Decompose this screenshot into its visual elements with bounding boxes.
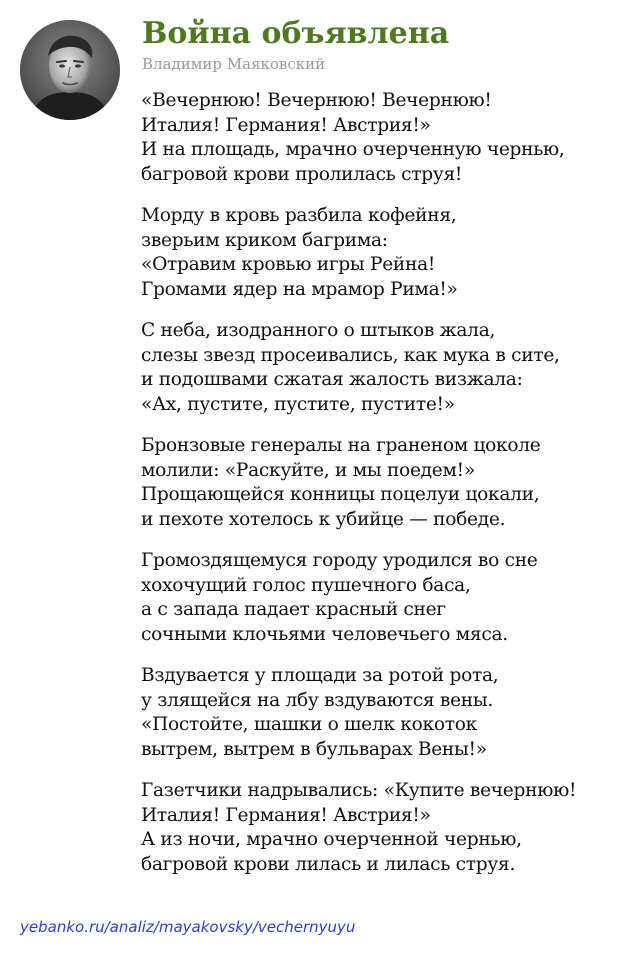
poem-body — [141, 89, 611, 894]
poem-line: Морду в кровь разбила кофейня, — [141, 205, 457, 226]
poem-line: «Отравим кровью игры Рейна! — [141, 254, 436, 275]
stanza-7 — [141, 779, 611, 877]
poem-line: багровой крови пролилась струя! — [141, 163, 463, 185]
stanza-4 — [141, 434, 611, 532]
portrait-image — [20, 20, 120, 120]
poem-line: а с запада падает красный снег — [141, 599, 446, 620]
poem-line: А из ночи, мрачно очерченной чернью, — [141, 829, 522, 850]
poem-line: Вздувается у площади за ротой рота, — [141, 665, 499, 686]
author-portrait — [20, 20, 120, 120]
stanza-1 — [141, 89, 611, 187]
poem-line: Прощающейся конницы поцелуи цокали, — [141, 484, 540, 505]
poem-line: «Вечернюю! Вечернюю! Вечернюю! — [141, 90, 492, 111]
source-link[interactable]: yebanko.ru/analiz/mayakovsky/vechernyuyu — [20, 918, 356, 936]
poem-line: багровой крови лилась и лилась струя. — [141, 853, 516, 875]
poem-line: Газетчики надрывались: «Купите вечернюю! — [141, 780, 577, 801]
poem-line: зверьим криком багрима: — [141, 229, 388, 251]
stanza-6 — [141, 664, 611, 762]
poem-line: сочными клочьями человечьего мяса. — [141, 623, 508, 645]
poem-line: молили: «Раскуйте, и мы поедем!» — [141, 459, 475, 481]
poem-line: Италия! Германия! Австрия!» — [141, 804, 431, 826]
poem-line: у злящейся на лбу вздуваются вены. — [141, 689, 493, 711]
poem-line: слезы звезд просеивались, как мука в сите, — [141, 344, 560, 366]
poem-line: «Ах, пустите, пустите, пустите!» — [141, 393, 455, 415]
poem-line: Бронзовые генералы на граненом цоколе — [141, 435, 541, 456]
stanza-3 — [141, 319, 611, 417]
poem-line: «Постойте, шашки о шелк кокоток — [141, 714, 477, 735]
poem-line: Громами ядер на мрамор Рима!» — [141, 278, 458, 300]
stanza-5 — [141, 549, 611, 647]
poem-line: С неба, изодранного о штыков жала, — [141, 320, 496, 341]
stanza-2 — [141, 204, 611, 302]
poem-title: Война объявлена — [142, 16, 450, 51]
poem-line: хохочущий голос пушечного баса, — [141, 574, 471, 596]
poem-line: вытрем, вытрем в бульварах Вены!» — [141, 738, 487, 760]
poem-line: Италия! Германия! Австрия!» — [141, 114, 431, 136]
poem-author: Владимир Маяковский — [142, 55, 326, 73]
poem-line: и подошвами сжатая жалость визжала: — [141, 369, 523, 390]
poem-line: И на площадь, мрачно очерченную чернью, — [141, 139, 565, 160]
poem-line: Громоздящемуся городу уродился во сне — [141, 550, 538, 571]
poem-line: и пехоте хотелось к убийце — победе. — [141, 508, 506, 530]
